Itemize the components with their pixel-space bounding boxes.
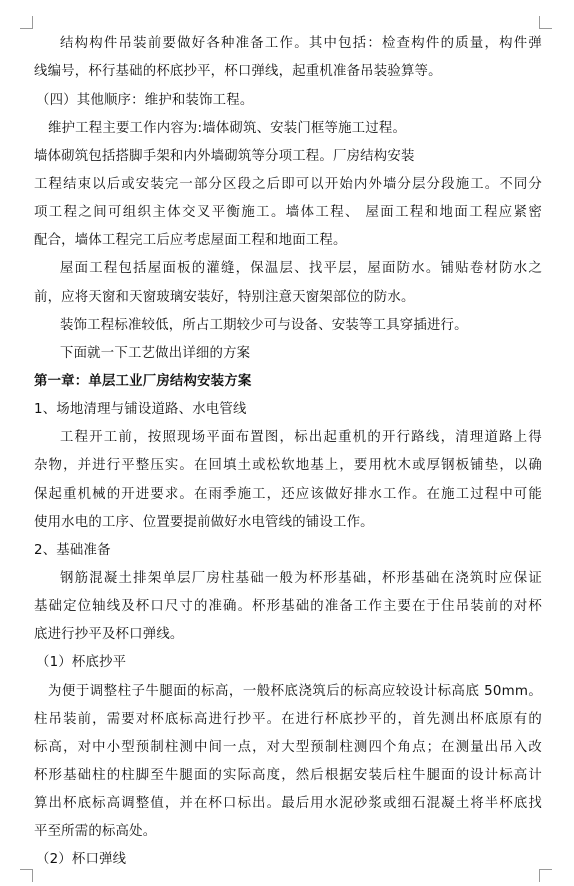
paragraph-line: 工程结束以后或安装完一部分区段之后即可以开始内外墙分层分段施工。不同分: [34, 177, 542, 192]
paragraph-line: 前，应将天窗和天窗玻璃安装好，特别注意天窗架部位的防水。: [34, 290, 415, 305]
page-corner-mark: [20, 16, 33, 29]
paragraph-line: 杂物，并进行平整压实。在回填土或松软地基上，要用枕木或厚钢板铺垫，以确: [34, 458, 542, 473]
paragraph-line: 柱吊装前，需要对杯底标高进行抄平。在进行杯底抄平的，首先测出杯底原有的: [34, 712, 542, 727]
page-corner-mark: [539, 869, 552, 882]
paragraph-line: 装饰工程标准较低，所占工期较少可与设备、安装等工具穿插进行。: [60, 318, 468, 333]
paragraph-line: 保起重机械的开进要求。在雨季施工，还应该做好排水工作。在施工过程中可能: [34, 487, 542, 502]
paragraph-line: 基础定位轴线及杯口尺寸的准确。杯形基础的准备工作主要在于住吊装前的对杯: [34, 599, 542, 614]
paragraph-line: 项工程之间可组织主体交叉平衡施工。墙体工程、 屋面工程和地面工程应紧密: [34, 205, 542, 220]
paragraph-line: 钢筋混凝土排架单层厂房柱基础一般为杯形基础，杯形基础在浇筑时应保证: [60, 571, 542, 586]
section-heading: 1、场地清理与铺设道路、水电管线: [34, 402, 247, 417]
paragraph-line: 线编号，杯行基础的杯底抄平，杯口弹线，起重机准备吊装验算等。: [34, 64, 442, 79]
subsection-heading: （1）杯底抄平: [36, 655, 127, 670]
section-heading: （四）其他顺序：维护和装饰工程。: [36, 93, 254, 108]
paragraph-line: 使用水电的工序、位置要提前做好水电管线的铺设工作。: [34, 515, 374, 530]
page-corner-mark: [539, 16, 552, 29]
paragraph-line: 维护工程主要工作内容为:墙体砌筑、安装门框等施工过程。: [48, 121, 407, 136]
paragraph-line: 屋面工程包括屋面板的灌缝，保温层、找平层，屋面防水。铺贴卷材防水之: [60, 261, 542, 276]
paragraph-line: 标高，对中小型预制柱测中间一点，对大型预制柱测四个角点；在测量出吊入改: [34, 740, 542, 755]
paragraph-line: 平至所需的标高处。: [34, 824, 157, 839]
paragraph-line: 为便于调整柱子牛腿面的标高，一般杯底浇筑后的标高应较设计标高底 50mm。: [48, 684, 542, 699]
paragraph-line: 配合，墙体工程完工后应考虑屋面工程和地面工程。: [34, 233, 347, 248]
subsection-heading: （2）杯口弹线: [36, 852, 127, 867]
paragraph-line: 下面就一下工艺做出详细的方案: [60, 346, 251, 361]
paragraph-line: 结构构件吊装前要做好各种准备工作。其中包括：检查构件的质量，构件弹: [60, 36, 542, 51]
page-corner-mark: [20, 869, 33, 882]
paragraph-line: 杯形基础柱的柱脚至牛腿面的实际高度，然后根据安装后柱牛腿面的设计标高计: [34, 768, 542, 783]
paragraph-line: 工程开工前，按照现场平面布置图，标出起重机的开行路线，清理道路上得: [60, 430, 542, 445]
paragraph-line: 算出杯底标高调整值，并在杯口标出。最后用水泥砂浆或细石混凝土将半杯底找: [34, 796, 542, 811]
paragraph-line: 墙体砌筑包括搭脚手架和内外墙砌筑等分项工程。厂房结构安装: [34, 149, 415, 164]
paragraph-line: 底进行抄平及杯口弹线。: [34, 627, 184, 642]
section-heading: 2、基础准备: [34, 543, 111, 558]
chapter-heading: 第一章：单层工业厂房结构安装方案: [34, 374, 252, 389]
